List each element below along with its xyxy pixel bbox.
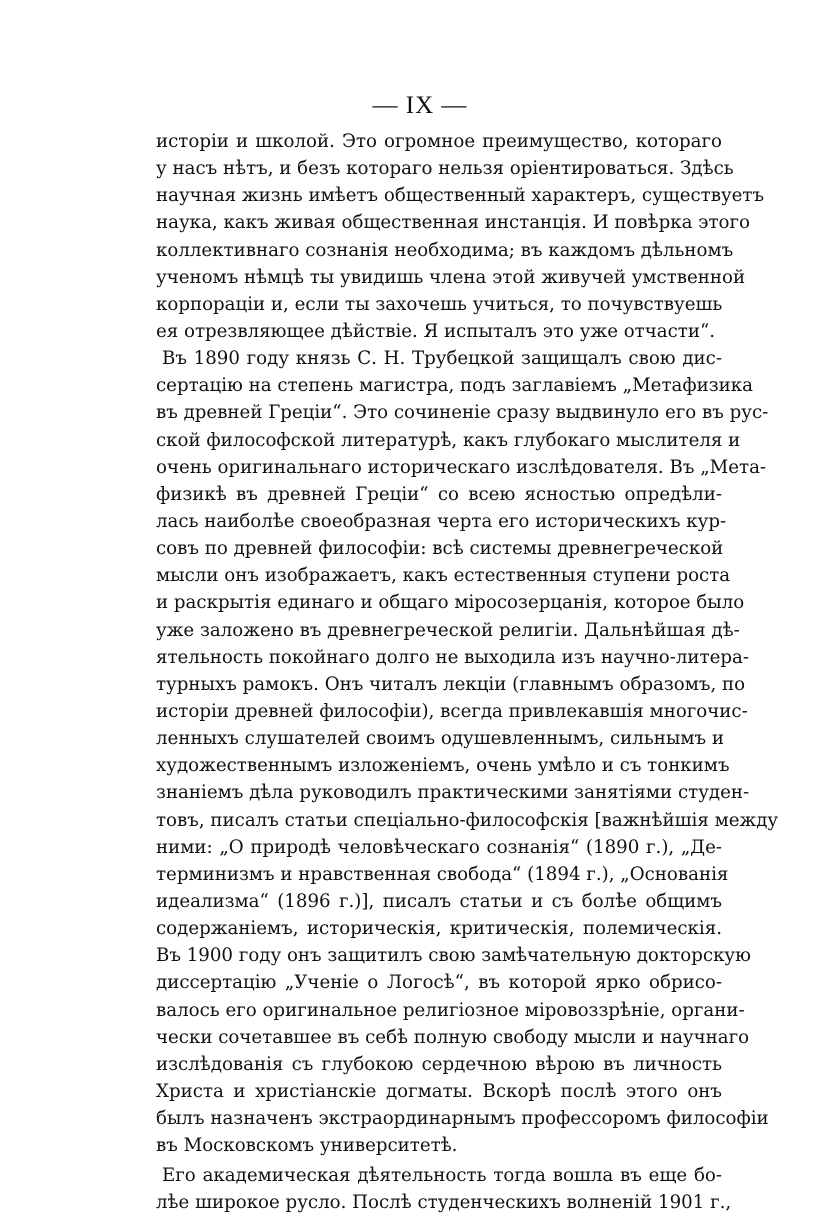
paragraph-3 (156, 1162, 732, 1216)
text-line: валось его оригинальное религіозное міровоззрѣніе, органи- (156, 999, 745, 1021)
text-line: изслѣдованія съ глубокою сердечною вѣрою въ личность (156, 1053, 722, 1075)
text-line: совъ по древней философіи: всѣ системы древнегреческой (156, 538, 724, 560)
text-line: и раскрытія единаго и общаго міросозерцанія, которое было (156, 592, 745, 614)
text-line: терминизмъ и нравственная свобода“ (1894 г.), „Основанія (156, 863, 729, 885)
body-text (156, 128, 779, 1217)
text-line: идеализма“ (1896 г.)], писалъ статьи и съ болѣе общимъ (156, 890, 722, 912)
text-line: лась наиболѣе своеобразная черта его историческихъ кур- (156, 510, 727, 532)
text-line: наука, какъ живая общественная инстанція. И повѣрка этого (156, 212, 750, 234)
page-number: — IX — (372, 92, 468, 119)
text-line: очень оригинальнаго историческаго изслѣдователя. Въ „Мета- (156, 456, 767, 478)
text-line: турныхъ рамокъ. Онъ читалъ лекціи (главнымъ образомъ, по (156, 673, 746, 695)
text-line: ученомъ нѣмцѣ ты увидишь члена этой живучей умственной (156, 266, 746, 288)
text-line: ской философской литературѣ, какъ глубокаго мыслителя и (156, 429, 741, 451)
text-line: научная жизнь имѣетъ общественный характеръ, существуетъ (156, 185, 765, 207)
text-line: ятельность покойнаго долго не выходила изъ научно-литера- (156, 646, 749, 668)
text-line: чески сочетавшее въ себѣ полную свободу мысли и научнаго (156, 1026, 750, 1048)
text-line: въ древней Греціи“. Это сочиненіе сразу выдвинуло его въ рус- (156, 402, 769, 424)
text-line: художественнымъ изложеніемъ, очень умѣло и съ тонкимъ (156, 755, 730, 777)
text-line: уже заложено въ древнегреческой религіи. Дальнѣйшая дѣ- (156, 619, 740, 641)
text-line: физикѣ въ древней Греціи“ со всею ясностью опредѣли- (156, 483, 722, 505)
text-line: былъ назначенъ экстраординарнымъ профессоромъ философіи (156, 1108, 769, 1130)
text-line: коллективнаго сознанія необходима; въ каждомъ дѣльномъ (156, 239, 734, 261)
text-line: Въ 1890 году князь С. Н. Трубецкой защищалъ свою дис- (162, 348, 722, 370)
text-line: ленныхъ слушателей своимъ одушевленнымъ, сильнымъ и (156, 728, 724, 750)
text-line: мысли онъ изображаетъ, какъ естественныя ступени роста (156, 565, 731, 587)
paragraph-1 (156, 128, 765, 345)
paragraph-2 (156, 345, 779, 1159)
text-line: въ Московскомъ университетѣ. (156, 1135, 458, 1157)
text-line: исторіи древней философіи), всегда привлекавшія многочис- (156, 700, 748, 722)
text-line: знаніемъ дѣла руководилъ практическими занятіями студен- (156, 782, 750, 804)
text-line: Въ 1900 году онъ защитилъ свою замѣчательную докторскую (156, 945, 751, 967)
text-line: диссертацію „Ученіе о Логосѣ“, въ которой ярко обрисо- (156, 972, 722, 994)
text-line: сертацію на степень магистра, подъ заглавіемъ „Метафизика (156, 375, 753, 397)
text-line: корпораціи и, если ты захочешь учиться, то почувствуешь (156, 293, 723, 315)
text-line: ея отрезвляющее дѣйствіе. Я испыталъ это уже отчасти“. (156, 320, 716, 342)
text-line: Его академическая дѣятельность тогда вошла въ еще бо- (162, 1165, 722, 1187)
text-line: лѣе широкое русло. Послѣ студенческихъ волненій 1901 г., (156, 1192, 732, 1214)
text-line: исторіи и школой. Это огромное преимущество, котораго (156, 131, 722, 152)
text-line: у насъ нѣтъ, и безъ котораго нельзя оріентироваться. Здѣсь (156, 158, 734, 180)
text-line: товъ, писалъ статьи спеціально-философскія [важнѣйшія между (156, 809, 779, 831)
text-line: ними: „О природѣ человѣческаго сознанія“ (1890 г.), „Де- (156, 836, 722, 858)
text-line: Христа и христіанскіе догматы. Вскорѣ послѣ этого онъ (156, 1080, 722, 1102)
text-line: содержаніемъ, историческія, критическія, полемическія. (156, 918, 722, 940)
